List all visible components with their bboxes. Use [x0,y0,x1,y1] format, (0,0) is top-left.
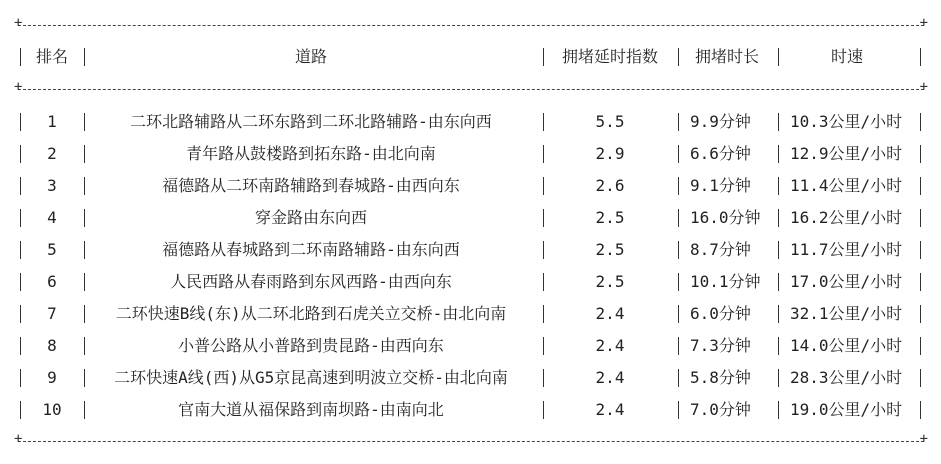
cell-rank: 5 [47,240,57,259]
column-divider [20,177,21,195]
column-divider [678,145,679,163]
column-divider [678,241,679,259]
column-divider [920,401,921,419]
column-divider [84,113,85,131]
column-divider [678,113,679,131]
column-divider [543,305,544,323]
cell-road: 小普公路从小普路到贵昆路-由西向东 [178,336,444,355]
cell-speed: 28.3公里/小时 [790,368,903,387]
cell-rank: 1 [47,112,57,131]
column-divider [778,369,779,387]
column-divider [920,241,921,259]
column-divider [920,177,921,195]
column-divider [778,305,779,323]
column-divider [84,369,85,387]
column-divider [84,145,85,163]
cell-duration: 6.6分钟 [690,144,751,163]
cell-road: 官南大道从福保路到南坝路-由南向北 [178,400,444,419]
cell-rank: 8 [47,336,57,355]
table-bottom-border [18,441,924,443]
cell-index: 2.4 [595,400,625,419]
cell-road: 福德路从二环南路辅路到春城路-由西向东 [162,176,460,195]
cell-speed: 10.3公里/小时 [790,112,903,131]
column-divider [84,273,85,291]
column-divider [543,337,544,355]
column-divider [778,145,779,163]
column-divider [20,305,21,323]
cell-duration: 8.7分钟 [690,240,751,259]
column-divider [678,337,679,355]
header-speed: 时速 [830,47,863,66]
column-divider [920,273,921,291]
column-divider [543,273,544,291]
cell-speed: 16.2公里/小时 [790,208,903,227]
cell-rank: 2 [47,144,57,163]
cell-index: 2.6 [595,176,625,195]
cell-road: 人民西路从春雨路到东风西路-由西向东 [170,272,452,291]
cell-road: 二环北路辅路从二环东路到二环北路辅路-由东向西 [130,112,492,131]
cell-road: 福德路从春城路到二环南路辅路-由东向西 [162,240,460,259]
cell-rank: 4 [47,208,57,227]
cell-duration: 16.0分钟 [690,208,761,227]
cell-rank: 10 [42,400,62,419]
cell-speed: 14.0公里/小时 [790,336,903,355]
cell-index: 5.5 [595,112,625,131]
column-divider [778,337,779,355]
cell-index: 2.5 [595,272,625,291]
header-road: 道路 [294,47,327,66]
cell-duration: 10.1分钟 [690,272,761,291]
column-divider [778,48,779,66]
cell-index: 2.4 [595,336,625,355]
column-divider [543,113,544,131]
column-divider [543,177,544,195]
column-divider [778,113,779,131]
column-divider [20,369,21,387]
cell-road: 穿金路由东向西 [254,208,367,227]
cell-rank: 3 [47,176,57,195]
column-divider [84,401,85,419]
column-divider [778,209,779,227]
column-divider [84,241,85,259]
header-separator [18,89,924,91]
column-divider [778,273,779,291]
cell-speed: 32.1公里/小时 [790,304,903,323]
column-divider [920,369,921,387]
column-divider [920,145,921,163]
cell-index: 2.9 [595,144,625,163]
cell-speed: 11.7公里/小时 [790,240,903,259]
cell-road: 二环快速A线(西)从G5京昆高速到明波立交桥-由北向南 [114,368,508,387]
column-divider [920,48,921,66]
cell-speed: 19.0公里/小时 [790,400,903,419]
cell-duration: 7.3分钟 [690,336,751,355]
column-divider [20,273,21,291]
header-duration: 拥堵时长 [694,47,759,66]
column-divider [678,48,679,66]
column-divider [920,337,921,355]
column-divider [678,305,679,323]
table-top-border [18,25,924,27]
header-index: 拥堵延时指数 [561,47,658,66]
cell-index: 2.4 [595,368,625,387]
column-divider [20,241,21,259]
column-divider [778,177,779,195]
cell-duration: 9.1分钟 [690,176,751,195]
column-divider [678,369,679,387]
cell-road: 二环快速B线(东)从二环北路到石虎关立交桥-由北向南 [115,304,507,323]
cell-index: 2.5 [595,208,625,227]
cell-index: 2.5 [595,240,625,259]
cell-rank: 7 [47,304,57,323]
column-divider [20,401,21,419]
column-divider [84,48,85,66]
column-divider [920,305,921,323]
cell-rank: 9 [47,368,57,387]
column-divider [678,401,679,419]
column-divider [20,113,21,131]
column-divider [20,145,21,163]
cell-duration: 7.0分钟 [690,400,751,419]
column-divider [84,337,85,355]
column-divider [678,177,679,195]
cell-duration: 9.9分钟 [690,112,751,131]
cell-road: 青年路从鼓楼路到拓东路-由北向南 [186,144,436,163]
column-divider [543,209,544,227]
cell-duration: 5.8分钟 [690,368,751,387]
cell-duration: 6.0分钟 [690,304,751,323]
column-divider [678,273,679,291]
column-divider [84,305,85,323]
column-divider [20,209,21,227]
column-divider [778,241,779,259]
column-divider [543,48,544,66]
column-divider [84,177,85,195]
column-divider [20,48,21,66]
cell-rank: 6 [47,272,57,291]
cell-speed: 12.9公里/小时 [790,144,903,163]
column-divider [543,145,544,163]
column-divider [778,401,779,419]
column-divider [543,369,544,387]
column-divider [543,401,544,419]
cell-index: 2.4 [595,304,625,323]
column-divider [84,209,85,227]
header-rank: 排名 [35,47,68,66]
column-divider [20,337,21,355]
column-divider [920,113,921,131]
column-divider [678,209,679,227]
column-divider [920,209,921,227]
cell-speed: 17.0公里/小时 [790,272,903,291]
cell-speed: 11.4公里/小时 [790,176,903,195]
column-divider [543,241,544,259]
